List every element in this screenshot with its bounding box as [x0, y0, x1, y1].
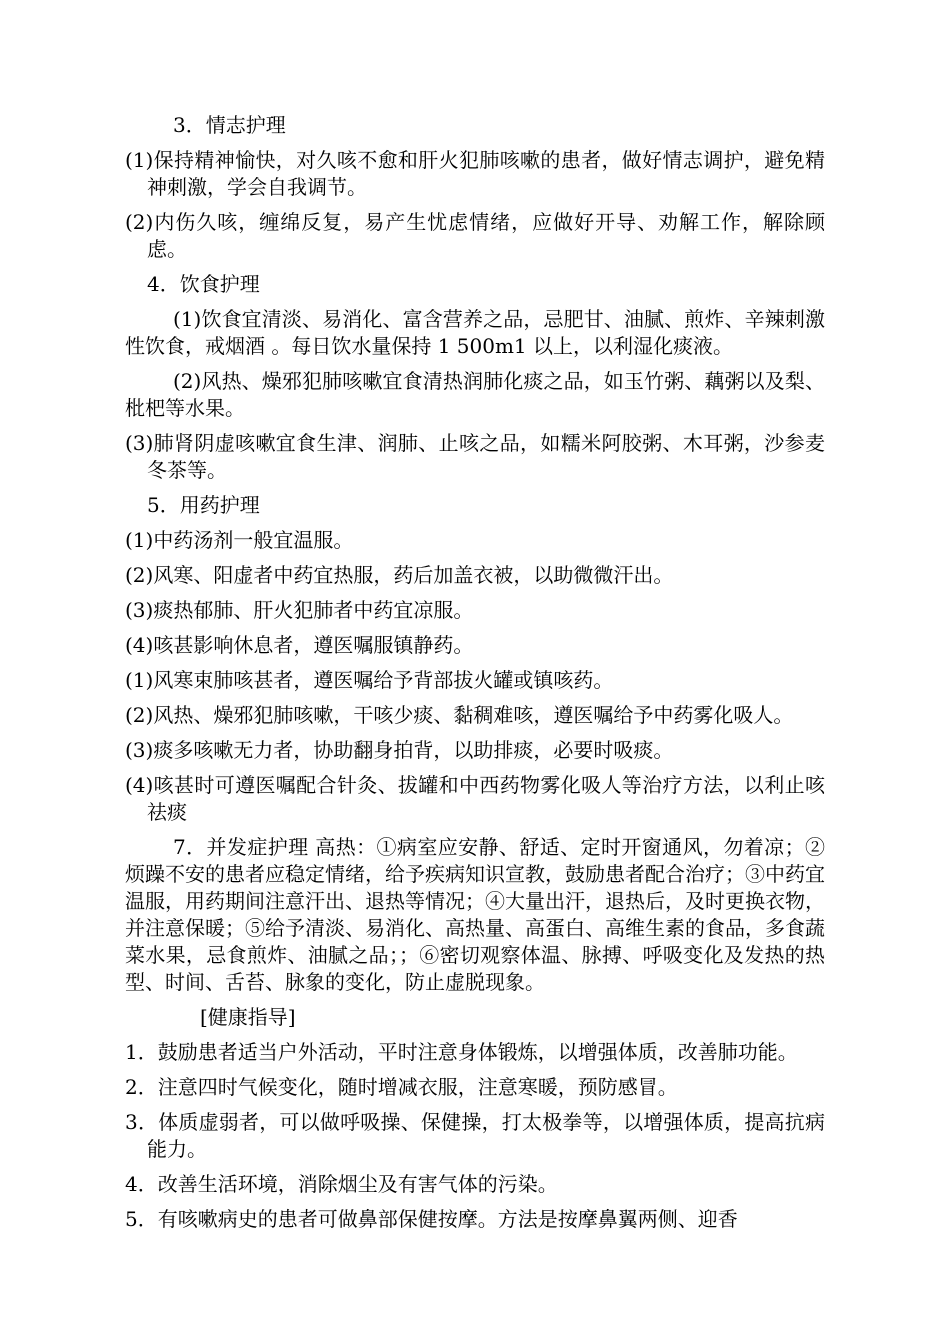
section-heading-emotional-care: 3．情志护理 [173, 113, 286, 137]
section-heading-medication-care: 5．用药护理 [147, 493, 260, 517]
document-page [125, 112, 825, 1241]
paragraph: (3)肺肾阴虚咳嗽宜食生津、润肺、止咳之品，如糯米阿胶粥、木耳粥，沙参麦冬茶等。 [125, 431, 825, 482]
section-heading-diet-care: 4．饮食护理 [147, 272, 260, 296]
paragraph: (1)保持精神愉快，对久咳不愈和肝火犯肺咳嗽的患者，做好情志调护，避免精神刺激，学会自我调节。 [125, 148, 825, 199]
paragraph: (4)咳甚影响休息者，遵医嘱服镇静药。 [125, 633, 474, 657]
paragraph: (2)风热、燥邪犯肺咳嗽，干咳少痰、黏稠难咳，遵医嘱给予中药雾化吸人。 [125, 703, 794, 727]
paragraph: 4．改善生活环境，消除烟尘及有害气体的污染。 [125, 1172, 558, 1196]
section-heading-health-guidance: [健康指导] [200, 1005, 296, 1029]
paragraph: 1．鼓励患者适当户外活动，平时注意身体锻炼，以增强体质，改善肺功能。 [125, 1040, 798, 1064]
paragraph: (3)痰热郁肺、肝火犯肺者中药宜凉服。 [125, 598, 474, 622]
paragraph: (1)饮食宜清淡、易消化、富含营养之品，忌肥甘、油腻、煎炸、辛辣刺激性饮食，戒烟酒 。每日饮水量保持 1 500m1 以上，以利湿化痰液。 [125, 307, 825, 358]
paragraph: 2．注意四时气候变化，随时增减衣服，注意寒暖，预防感冒。 [125, 1075, 678, 1099]
paragraph: (2)内伤久咳，缠绵反复，易产生忧虑情绪，应做好开导、劝解工作，解除顾虑。 [125, 210, 825, 261]
paragraph: (4)咳甚时可遵医嘱配合针灸、拔罐和中西药物雾化吸人等治疗方法，以利止咳祛痰 [125, 773, 825, 824]
paragraph: 3．体质虚弱者，可以做呼吸操、保健操，打太极拳等，以增强体质，提高抗病能力。 [125, 1110, 825, 1161]
paragraph: (2)风热、燥邪犯肺咳嗽宜食清热润肺化痰之品，如玉竹粥、藕粥以及梨、枇杷等水果。 [125, 369, 825, 420]
paragraph: (2)风寒、阳虚者中药宜热服，药后加盖衣被，以助微微汗出。 [125, 563, 674, 587]
paragraph: (1)风寒束肺咳甚者，遵医嘱给予背部拔火罐或镇咳药。 [125, 668, 614, 692]
complication-care-paragraph: 7．并发症护理 高热：①病室应安静、舒适、定时开窗通风，勿着凉；②烦躁不安的患者应稳定情绪，给予疾病知识宣教，鼓励患者配合治疗；③中药宜温服，用药期间注意汗出、退热等情况；④大量出汗，退热后，及时更换衣物，并注意保暖；⑤给予清淡、易消化、高热量、高蛋白、高维生素的食品，多食蔬菜水果，忌食煎炸、油腻之品；；⑥密切观察体温、脉搏、呼吸变化及发热的热型、时间、舌苔、脉象的变化，防止虚脱现象。 [125, 835, 825, 994]
paragraph: (3)痰多咳嗽无力者，协助翻身拍背，以助排痰，必要时吸痰。 [125, 738, 674, 762]
paragraph: 5．有咳嗽病史的患者可做鼻部保健按摩。方法是按摩鼻翼两侧、迎香 [125, 1207, 738, 1231]
paragraph: (1)中药汤剂一般宜温服。 [125, 528, 354, 552]
